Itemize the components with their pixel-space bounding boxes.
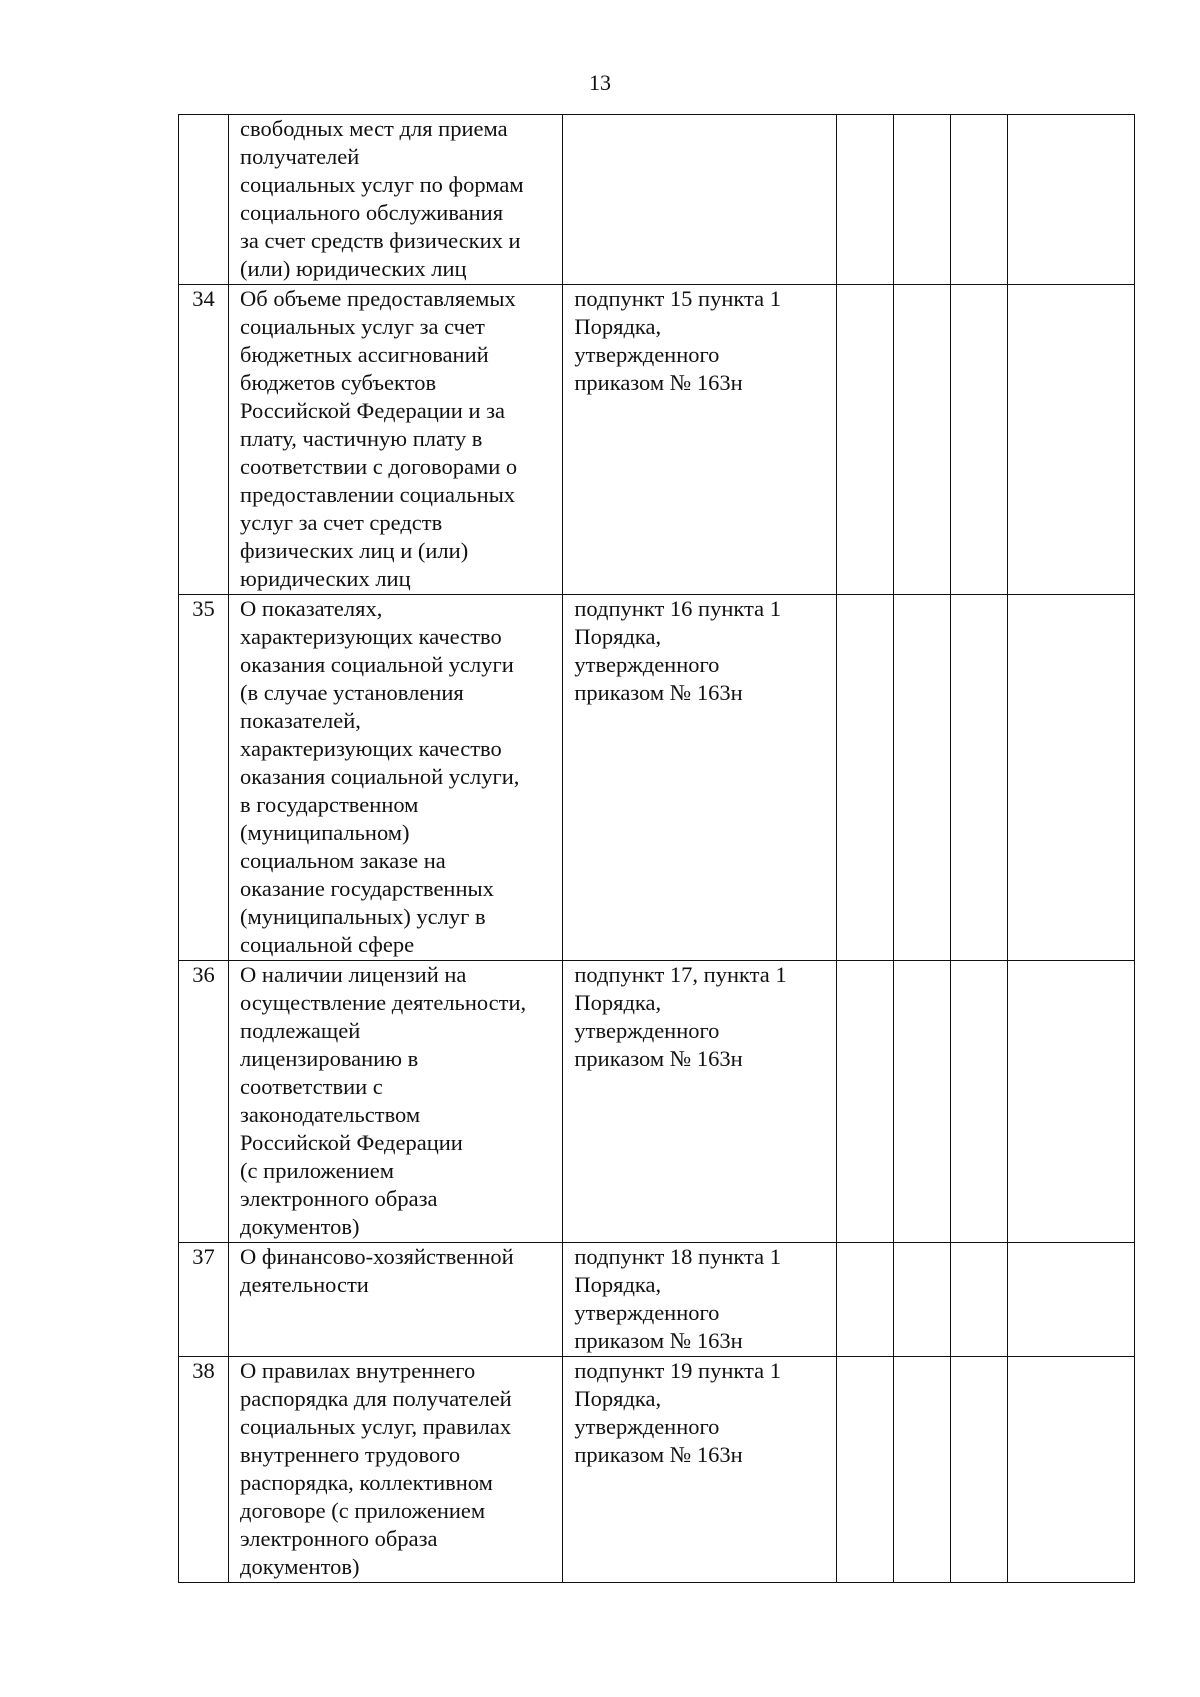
row-number — [179, 115, 229, 285]
empty-cell — [1007, 1357, 1134, 1583]
empty-cell — [836, 285, 893, 595]
empty-cell — [836, 961, 893, 1243]
page-number: 13 — [589, 70, 611, 95]
empty-cell — [950, 1243, 1007, 1357]
empty-cell — [1007, 115, 1134, 285]
empty-cell — [836, 115, 893, 285]
row-legal-basis: подпункт 16 пункта 1 Порядка, утвержденного приказом № 163н — [574, 596, 781, 705]
row-number: 36 — [179, 961, 229, 1243]
row-description: свободных мест для приема получателей социальных услуг по формам социального обслуживания за счет средств физических и (или) юридических лиц — [240, 116, 524, 281]
row-number: 35 — [179, 595, 229, 961]
row-number: 37 — [179, 1243, 229, 1357]
row-description: О показателях, характеризующих качество оказания социальной услуги (в случае установления показателей, характеризующих качество оказания социальной услуги, в государственном (муниципальном) социальном заказе на оказание государственных (муниципальных) услуг в социальной сфере — [240, 596, 520, 957]
empty-cell — [950, 285, 1007, 595]
empty-cell — [1007, 961, 1134, 1243]
row-legal-basis: подпункт 19 пункта 1 Порядка, утвержденного приказом № 163н — [574, 1358, 781, 1467]
row-description: О правилах внутреннего распорядка для получателей социальных услуг, правилах внутреннего трудового распорядка, коллективном договоре (с приложением электронного образа документов) — [240, 1358, 512, 1579]
empty-cell — [893, 115, 950, 285]
empty-cell — [893, 285, 950, 595]
row-legal-basis: подпункт 17, пункта 1 Порядка, утвержденного приказом № 163н — [574, 962, 787, 1071]
row-legal-basis: подпункт 15 пункта 1 Порядка, утвержденного приказом № 163н — [574, 286, 781, 395]
empty-cell — [1007, 595, 1134, 961]
empty-cell — [1007, 1243, 1134, 1357]
empty-cell — [893, 961, 950, 1243]
empty-cell — [950, 1357, 1007, 1583]
empty-cell — [893, 1357, 950, 1583]
empty-cell — [950, 595, 1007, 961]
table-row — [179, 1243, 1135, 1357]
row-legal-basis: подпункт 18 пункта 1 Порядка, утвержденного приказом № 163н — [574, 1244, 781, 1353]
table-row — [179, 595, 1135, 961]
requirements-table — [178, 114, 1135, 1583]
row-number: 34 — [179, 285, 229, 595]
row-description: Об объеме предоставляемых социальных услуг за счет бюджетных ассигнований бюджетов субъектов Российской Федерации и за плату, частичную плату в соответствии с договорами о предоставлении социальных услуг за счет средств физических лиц и (или) юридических лиц — [240, 286, 518, 591]
empty-cell — [836, 1243, 893, 1357]
table-row — [179, 115, 1135, 285]
empty-cell — [1007, 285, 1134, 595]
row-number: 38 — [179, 1357, 229, 1583]
empty-cell — [836, 595, 893, 961]
table-row — [179, 285, 1135, 595]
row-description: О финансово-хозяйственной деятельности — [240, 1244, 514, 1297]
row-description: О наличии лицензий на осуществление деятельности, подлежащей лицензированию в соответствии с законодательством Российской Федерации (с приложением электронного образа документов) — [240, 962, 527, 1239]
empty-cell — [893, 595, 950, 961]
empty-cell — [950, 961, 1007, 1243]
table-row — [179, 961, 1135, 1243]
empty-cell — [836, 1357, 893, 1583]
table-row — [179, 1357, 1135, 1583]
empty-cell — [950, 115, 1007, 285]
empty-cell — [893, 1243, 950, 1357]
